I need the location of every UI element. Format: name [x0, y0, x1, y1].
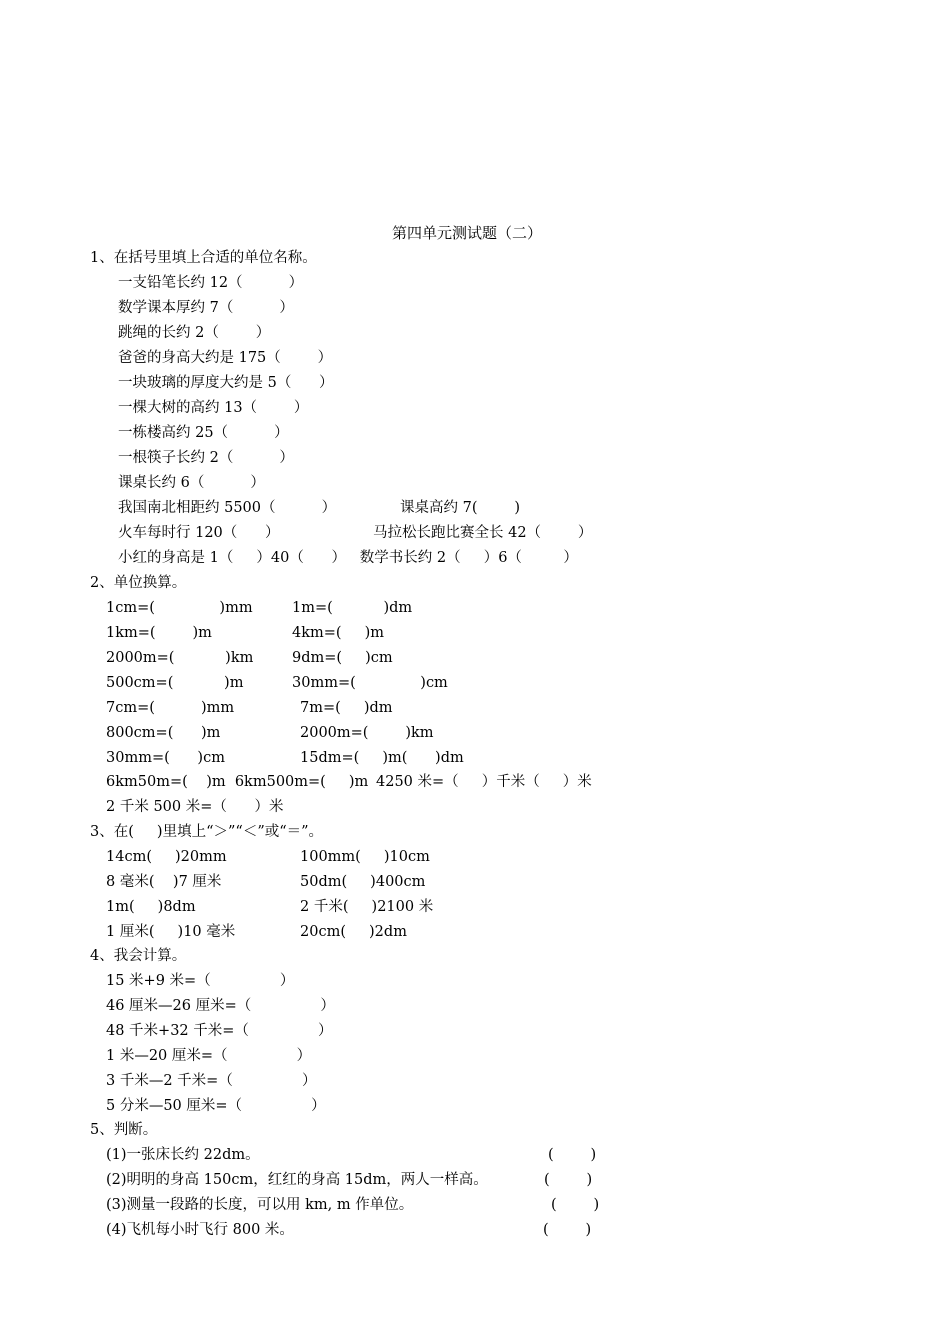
comparison-item: 8 毫米( )7 厘米: [106, 874, 222, 890]
judgement-item: (2)明明的身高 150cm，红红的身高 15dm，两人一样高。: [106, 1172, 488, 1188]
section-3-heading: 3、在( )里填上“＞”“＜”或“＝”。: [90, 824, 324, 840]
conversion-item: 6km50m=( )m 6km500m=( )m: [106, 774, 369, 790]
section-4-heading: 4、我会计算。: [90, 948, 187, 964]
question-line: 课桌长约 6（ ）: [118, 475, 265, 491]
conversion-item: 9dm=( )cm: [292, 650, 393, 666]
conversion-item: 2000m=( )km: [300, 725, 434, 741]
answer-blank: ( ): [548, 1147, 597, 1163]
question-line: 一块玻璃的厚度大约是 5（ ）: [118, 375, 334, 391]
judgement-item: (4)飞机每小时飞行 800 米。: [106, 1222, 294, 1238]
question-line: 课桌高约 7( ): [400, 500, 521, 516]
conversion-item: 800cm=( )m: [106, 725, 221, 741]
answer-blank: ( ): [551, 1197, 600, 1213]
question-line: 跳绳的长约 2（ ）: [118, 325, 271, 341]
answer-blank: ( ): [544, 1172, 593, 1188]
conversion-item: 500cm=( )m: [106, 675, 244, 691]
conversion-item: 7cm=( )mm: [106, 700, 235, 716]
question-line: 一支铅笔长约 12（ ）: [118, 275, 304, 291]
comparison-item: 1m( )8dm: [106, 899, 196, 915]
conversion-item: 2000m=( )km: [106, 650, 254, 666]
comparison-item: 100mm( )10cm: [300, 849, 430, 865]
conversion-item: 4km=( )m: [292, 625, 385, 641]
question-line: 爸爸的身高大约是 175（ ）: [118, 350, 333, 366]
comparison-item: 50dm( )400cm: [300, 874, 426, 890]
calculation-item: 15 米+9 米=（ ）: [106, 973, 295, 989]
conversion-item: 30mm=( )cm: [106, 750, 225, 766]
conversion-item: 30mm=( )cm: [292, 675, 448, 691]
question-line: 一棵大树的高约 13（ ）: [118, 400, 309, 416]
judgement-item: (1)一张床长约 22dm。: [106, 1147, 260, 1163]
calculation-item: 1 米—20 厘米=（ ）: [106, 1048, 312, 1064]
conversion-item: 2 千米 500 米=（ ）米: [106, 799, 284, 815]
conversion-item: 1m=( )dm: [292, 600, 413, 616]
answer-blank: ( ): [543, 1222, 592, 1238]
conversion-item: 4250 米=（ ）千米（ ）米: [376, 774, 592, 790]
conversion-item: 1km=( )m: [106, 625, 212, 641]
section-5-heading: 5、判断。: [90, 1122, 158, 1138]
calculation-item: 3 千米—2 千米=（ ）: [106, 1073, 317, 1089]
question-line: 火车每时行 120（ ）: [118, 525, 280, 541]
section-2-heading: 2、单位换算。: [90, 575, 187, 591]
question-line: 小红的身高是 1（ ）40（ ） 数学书长约 2（ ）6（ ）: [118, 550, 578, 566]
conversion-item: 7m=( )dm: [300, 700, 393, 716]
conversion-item: 1cm=( )mm: [106, 600, 253, 616]
comparison-item: 14cm( )20mm: [106, 849, 227, 865]
judgement-item: (3)测量一段路的长度，可以用 km, m 作单位。: [106, 1197, 414, 1213]
calculation-item: 46 厘米—26 厘米=（ ）: [106, 998, 335, 1014]
comparison-item: 20cm( )2dm: [300, 924, 407, 940]
question-line: 一根筷子长约 2（ ）: [118, 450, 294, 466]
question-line: 马拉松长跑比赛全长 42（ ）: [373, 525, 593, 541]
section-1-heading: 1、在括号里填上合适的单位名称。: [90, 250, 317, 266]
comparison-item: 1 厘米( )10 毫米: [106, 924, 236, 940]
conversion-item: 15dm=( )m( )dm: [300, 750, 464, 766]
question-line: 数学课本厚约 7（ ）: [118, 300, 294, 316]
comparison-item: 2 千米( )2100 米: [300, 899, 434, 915]
question-line: 一栋楼高约 25（ ）: [118, 425, 289, 441]
calculation-item: 5 分米—50 厘米=（ ）: [106, 1098, 326, 1114]
page-title: 第四单元测试题（二）: [392, 224, 543, 242]
calculation-item: 48 千米+32 千米=（ ）: [106, 1023, 333, 1039]
question-line: 我国南北相距约 5500（ ）: [118, 500, 337, 516]
